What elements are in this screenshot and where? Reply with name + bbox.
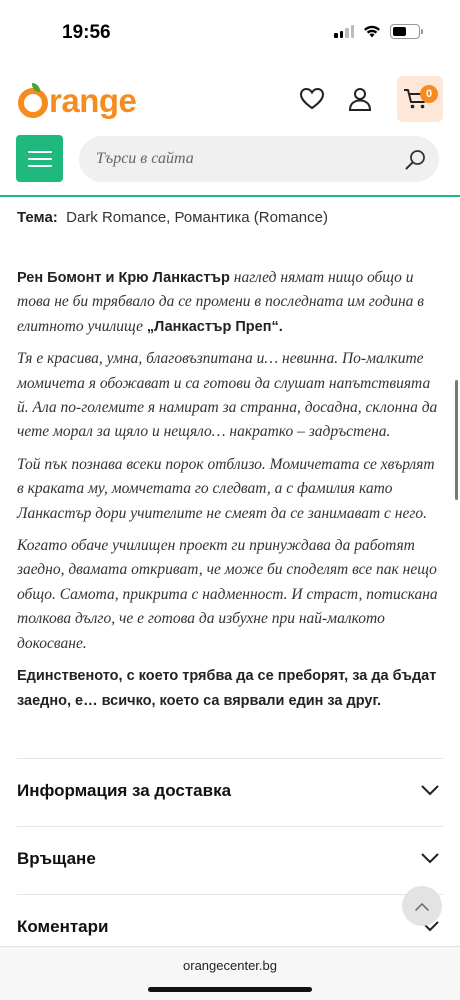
site-header <box>0 76 460 126</box>
status-bar <box>0 0 460 60</box>
home-indicator[interactable] <box>148 987 312 992</box>
search-input[interactable] <box>96 136 396 182</box>
accordion-delivery-info[interactable] <box>17 758 443 826</box>
search-bar[interactable] <box>79 136 439 182</box>
user-icon[interactable] <box>347 86 373 112</box>
url-text: orangecenter.bg <box>183 958 277 973</box>
main-characters: Рен Бомонт и Крю Ланкастър <box>17 270 230 286</box>
header-divider <box>0 195 460 197</box>
cart-button[interactable] <box>397 76 443 122</box>
description-paragraph-2: Тя е красива, умна, благовъзпитана и… невинна. По-малките момичета я обожават и са готови да слушат напътствията й. Ала по-големите я намират за странна, досадна, склонна да чете морал за щяло и нещяло… накратко – задръстена. <box>17 350 438 441</box>
browser-url-bar[interactable] <box>0 946 460 1000</box>
chevron-down-icon <box>421 785 439 796</box>
page-scrollbar[interactable] <box>455 380 458 500</box>
theme-line <box>17 208 445 228</box>
logo-text: range <box>49 82 137 119</box>
orange-logo[interactable] <box>18 82 136 120</box>
cart-count-badge: 0 <box>420 85 438 103</box>
description-paragraph-3: Той пък познава всеки порок отблизо. Момичетата се хвърлят в краката му, момчетата го следват, а с фамилия като Ланкастър дори учителите не смеят да се занимават с него. <box>17 455 435 522</box>
hamburger-icon <box>28 151 52 153</box>
search-icon[interactable] <box>405 149 426 170</box>
menu-button[interactable] <box>16 135 63 182</box>
product-description <box>17 208 445 713</box>
chevron-up-icon <box>415 902 429 911</box>
scroll-to-top-button[interactable] <box>402 886 442 926</box>
logo-o-mark <box>18 88 48 118</box>
theme-value: Dark Romance, Романтика (Romance) <box>66 209 328 226</box>
accordion-label: Коментари <box>17 917 109 936</box>
chevron-down-icon <box>421 853 439 864</box>
accordion-returns[interactable] <box>17 826 443 894</box>
school-name: „Ланкастър Преп“. <box>146 318 283 335</box>
accordion-label: Връщане <box>17 849 96 868</box>
cellular-signal-icon <box>334 25 354 38</box>
description-paragraph-4: Когато обаче училищен проект ги принуждава да работят заедно, двамата откриват, че може би споделят все пак нещо общо. Самота, прикрита с надменност. И страст, потискана толкова дълго, че е готова да избухне при най-малкото докосване. <box>17 537 438 652</box>
heart-icon[interactable] <box>299 86 325 112</box>
theme-label: Тема: <box>17 209 58 226</box>
wifi-icon <box>363 25 381 38</box>
description-paragraph-5: Единственото, с което трябва да се преборят, за да бъдат заедно, е… всичко, което са вярвали един за друг. <box>17 668 437 709</box>
status-icons <box>334 24 420 39</box>
accordion-label: Информация за доставка <box>17 781 232 800</box>
description-paragraph-1: Рен Бомонт и Крю Ланкастър наглед нямат нищо общо и това не би трябвало да се промени в последната им година в елитното училище „Ланкастър Преп“. <box>17 269 425 335</box>
battery-icon <box>390 24 420 39</box>
status-time: 19:56 <box>62 22 111 43</box>
